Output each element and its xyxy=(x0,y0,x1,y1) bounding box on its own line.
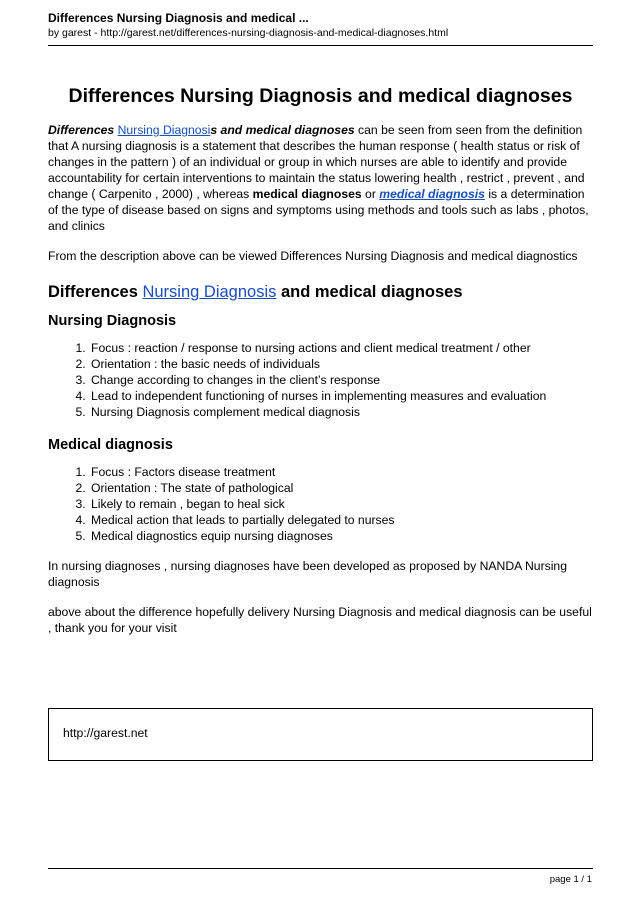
section-heading-after: and medical diagnoses xyxy=(276,283,463,301)
closing-paragraph: above about the difference hopefully delivery Nursing Diagnosis and medical diagnosis can be useful , thank you for your visit xyxy=(48,605,592,635)
list-item: 4. Lead to independent functioning of nurses in implementing measures and evaluation xyxy=(89,388,593,404)
nursing-diagnosis-list xyxy=(48,340,593,420)
document-title: Differences Nursing Diagnosis and medical diagnoses xyxy=(68,85,573,107)
section-heading-link[interactable]: Nursing Diagnosis xyxy=(142,283,277,301)
list-item: 2. Orientation : The state of pathological xyxy=(89,480,593,496)
document-body xyxy=(48,84,593,636)
nanda-paragraph: In nursing diagnoses , nursing diagnoses have been developed as proposed by NANDA Nursing diagnosis xyxy=(48,559,567,589)
footer-divider xyxy=(48,868,593,869)
intro-text: can be seen from seen from the definition that A nursing diagnosis is a statement that describes the human response ( health status or risk of changes in the pattern ) of an individual or group in which nurses are able to identify and provide accountability for certain interventions to maintain the status lowering health , restrict , prevent , and change ( Carpenito , 2000) , whereas xyxy=(48,123,585,201)
list-item: 1. Focus : reaction / response to nursing actions and client medical treatment / other xyxy=(89,340,593,356)
list-item: 2. Orientation : the basic needs of individuals xyxy=(89,356,593,372)
intro-bold-differences: Differences xyxy=(48,123,115,137)
page-header xyxy=(48,11,593,40)
source-url[interactable]: http://garest.net xyxy=(63,726,148,740)
medical-diagnosis-heading: Medical diagnosis xyxy=(48,437,173,453)
list-item: 3. Change according to changes in the client’s response xyxy=(89,372,593,388)
list-item: 3. Likely to remain , began to heal sick xyxy=(89,496,593,512)
section-heading xyxy=(48,282,593,302)
intro-bold-medical-diagnoses: medical diagnoses xyxy=(252,187,362,201)
page-number: page 1 / 1 xyxy=(549,874,592,885)
description-paragraph: From the description above can be viewed Differences Nursing Diagnosis and medical diagnostics xyxy=(48,249,578,263)
intro-bold-medical: s and medical diagnoses xyxy=(210,123,355,137)
header-divider xyxy=(48,45,593,46)
medical-diagnosis-link[interactable]: medical diagnosis xyxy=(379,187,485,201)
header-title: Differences Nursing Diagnosis and medical ... xyxy=(48,11,309,25)
list-item: 5. Medical diagnostics equip nursing diagnoses xyxy=(89,528,593,544)
intro-or: or xyxy=(361,187,380,201)
list-item: 4. Medical action that leads to partially delegated to nurses xyxy=(89,512,593,528)
source-box xyxy=(48,708,593,761)
intro-text-end: is a determination of the type of disease based on signs and symptoms using methods and tools such as labs , photos, and clinics xyxy=(48,187,589,233)
intro-paragraph xyxy=(48,122,593,234)
medical-diagnosis-list xyxy=(48,464,593,544)
section-heading-before: Differences xyxy=(48,283,143,301)
header-byline[interactable]: by garest - http://garest.net/differences-nursing-diagnosis-and-medical-diagnoses.html xyxy=(48,27,449,39)
nursing-diagnosis-heading: Nursing Diagnosis xyxy=(48,313,177,329)
list-item: 5. Nursing Diagnosis complement medical diagnosis xyxy=(89,404,593,420)
list-item: 1. Focus : Factors disease treatment xyxy=(89,464,593,480)
nursing-diagnosis-link[interactable]: Nursing Diagnosi xyxy=(117,123,211,137)
